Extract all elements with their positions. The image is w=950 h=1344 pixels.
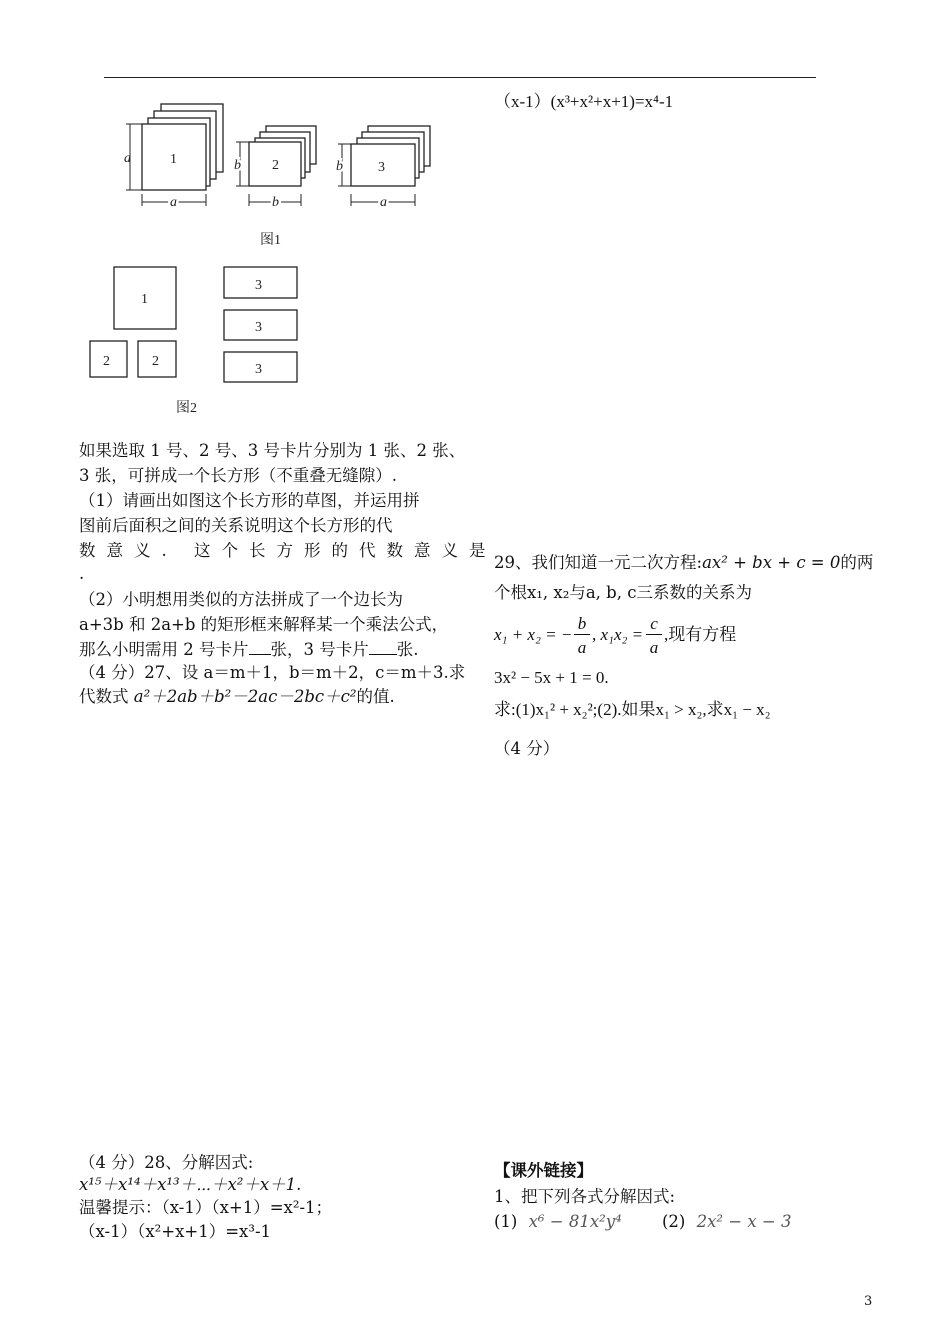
q26-line-9-part-b: 张，3 号卡片 xyxy=(270,640,369,659)
top-right-identity: （x-1）(x³+x²+x+1)=x⁴-1 xyxy=(494,92,674,111)
answer-blank-card-2[interactable] xyxy=(249,640,271,655)
exercise-1 xyxy=(494,1211,622,1232)
fig2-card-2b: 2 xyxy=(152,354,159,369)
q29-line-5: 求:(1)x₁² + x₂²;(2).如果x₁ > x₂,求x₁ − x₂ xyxy=(494,700,771,719)
q27-line-2 xyxy=(79,686,395,707)
frac2-numerator: c xyxy=(650,614,658,633)
fig2-card-3b: 3 xyxy=(255,320,262,335)
fig2-card-2a: 2 xyxy=(103,354,110,369)
fig1-card-3-bottom: a xyxy=(380,195,387,210)
exercise-1-expression: x⁶ − 81x²y⁴ xyxy=(528,1212,622,1231)
figure-2 xyxy=(84,262,314,418)
fig1-card-1-bottom: a xyxy=(170,195,177,210)
q29-given-equation-label: ,现有方程 xyxy=(664,625,737,644)
page-number: 3 xyxy=(864,1294,873,1309)
fig1-card-2-label: 2 xyxy=(272,158,279,173)
fig1-card-2-side: b xyxy=(234,158,241,173)
answer-blank-card-3[interactable] xyxy=(369,640,397,655)
q29-score: （4 分） xyxy=(494,739,560,758)
q26-line-7: （2）小明想用类似的方法拼成了一个边长为 xyxy=(79,590,403,609)
q29-intro: 29、我们知道一元二次方程: xyxy=(494,553,703,572)
fig1-card-1-label: 1 xyxy=(170,152,177,167)
q29-line-4: 3x² − 5x + 1 = 0. xyxy=(494,668,609,687)
frac1-denominator: a xyxy=(577,638,587,657)
q29-line-1 xyxy=(494,552,873,573)
header-rule xyxy=(104,77,816,78)
frac2-denominator: a xyxy=(649,638,659,657)
q28-line-3: 温馨提示：（x-1）（x+1）=x²-1； xyxy=(79,1198,333,1217)
extracurricular-instruction: 1、把下列各式分解因式: xyxy=(494,1187,676,1206)
q29-sum-roots: x₁ + x₂ = − xyxy=(494,625,573,644)
q29-intro-end: 的两 xyxy=(840,553,874,572)
fig1-card-3-side: b xyxy=(336,159,343,174)
frac2-bar xyxy=(646,634,662,635)
q26-line-9-part-c: 张. xyxy=(396,640,419,659)
figure-1 xyxy=(118,98,448,248)
fig1-card-2-bottom: b xyxy=(272,195,279,210)
q27-suffix: 的值. xyxy=(356,687,395,706)
fig2-card-3a: 3 xyxy=(255,278,262,293)
q26-line-2: 3 张，可拼成一个长方形（不重叠无缝隙）. xyxy=(79,466,397,485)
extracurricular-heading: 【课外链接】 xyxy=(494,1161,593,1180)
fig1-card-3-label: 3 xyxy=(378,160,385,175)
q29-equation: ax² + bx + c = 0 xyxy=(702,553,841,572)
q29-line-2: 个根x₁, x₂与a, b, c三系数的关系为 xyxy=(494,583,752,602)
q26-line-9-part-a: 那么小明需用 2 号卡片 xyxy=(79,640,249,659)
q28-line-1: （4 分）28、分解因式: xyxy=(79,1153,254,1172)
exercise-1-label: (1) xyxy=(494,1212,518,1231)
q26-line-3: （1）请画出如图这个长方形的草图，并运用拼 xyxy=(79,491,420,510)
q29-product-roots: , x₁x₂ = xyxy=(592,625,644,644)
exercise-2-expression: 2x² − x − 3 xyxy=(696,1212,792,1231)
q27-prefix: 代数式 xyxy=(79,687,134,706)
q26-line-1: 如果选取 1 号、2 号、3 号卡片分别为 1 张、2 张、 xyxy=(79,441,466,460)
fig2-card-1: 1 xyxy=(141,292,148,307)
q27-line-1: （4 分）27、设 a＝m＋1，b＝m＋2，c＝m＋3.求 xyxy=(79,663,466,682)
q26-line-4: 图前后面积之间的关系说明这个长方形的代 xyxy=(79,516,393,535)
q26-line-5: 数意义. 这个长方形的代数意义是 xyxy=(79,541,497,560)
q26-line-9 xyxy=(79,639,419,660)
fig2-card-3c: 3 xyxy=(255,362,262,377)
figure-1-caption: 图1 xyxy=(260,233,281,248)
frac1-bar xyxy=(574,634,590,635)
figure-2-caption: 图2 xyxy=(176,401,197,416)
q26-line-8: a+3b 和 2a+b 的矩形框来解释某一个乘法公式， xyxy=(79,615,449,634)
q28-line-4: （x-1）（x²+x+1）=x³-1 xyxy=(79,1222,272,1241)
fig1-card-1-side: a xyxy=(124,151,131,166)
frac1-numerator: b xyxy=(577,614,587,633)
exercise-2-label: (2) xyxy=(662,1212,686,1231)
q26-line-6: . xyxy=(79,564,85,583)
exercise-2 xyxy=(662,1211,791,1232)
q28-line-2: x¹⁵＋x¹⁴＋x¹³＋⋯＋x²＋x＋1. xyxy=(79,1175,302,1194)
q27-expression: a²＋2ab＋b²－2ac－2bc＋c² xyxy=(133,687,357,706)
